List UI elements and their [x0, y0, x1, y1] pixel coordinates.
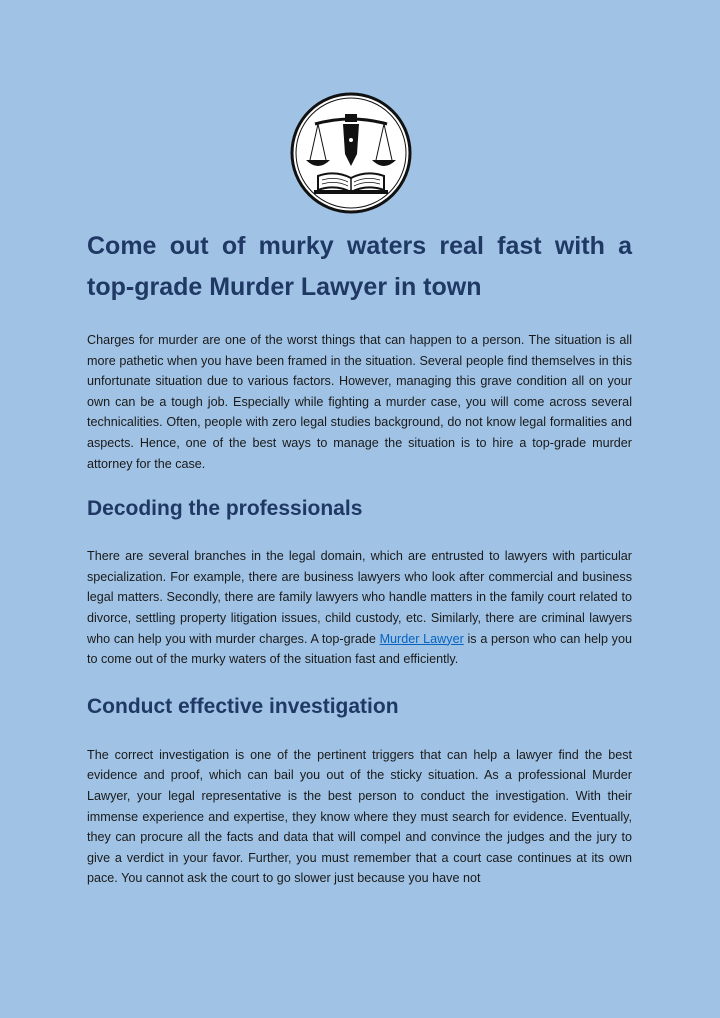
- murder-lawyer-link[interactable]: Murder Lawyer: [379, 631, 464, 646]
- paragraph-text: is a person who can help you to come out of the murky waters of the situation fast and efficiently.: [87, 631, 632, 667]
- paragraph-text: There are several branches in the legal domain, which are entrusted to lawyers with particular specialization. For example, there are business lawyers who look after commercial and business legal matters. Secondly, there are family lawyers who handle matters in the family court related to divorce, settling property litigation issues, child custody, etc. Similarly, there are criminal lawyers who can help you with murder charges. A top-grade: [87, 549, 632, 646]
- section-heading-professionals: Decoding the professionals: [87, 497, 363, 521]
- article-body: [87, 226, 632, 889]
- professionals-paragraph: [87, 546, 632, 670]
- intro-paragraph: Charges for murder are one of the worst things that can happen to a person. The situation is all more pathetic when you have been framed in the situation. Several people find themselves in this unfortunate situation due to various factors. However, managing this grave condition all on your own can be a tough job. Especially while fighting a murder case, you will come across several technicalities. Often, people with zero legal studies background, do not know legal formalities and aspects. Hence, one of the best ways to manage the situation is to hire a top-grade murder attorney for the case.: [87, 333, 632, 471]
- investigation-paragraph: The correct investigation is one of the pertinent triggers that can help a lawyer find the best evidence and proof, which can bail you out of the sticky situation. As a professional Murder Lawyer, your legal representative is the best person to conduct the investigation. With their immense experience and expertise, they know where they must search for evidence. Eventually, they can procure all the facts and data that will compel and convince the judges and the jury to give a verdict in your favor. Further, you must remember that a court case continues at its own pace. You cannot ask the court to go slower just because you have not: [87, 747, 632, 886]
- section-heading-investigation: Conduct effective investigation: [87, 694, 399, 718]
- logo: [290, 92, 412, 214]
- scales-of-justice-icon: [290, 92, 412, 214]
- page-title: Come out of murky waters real fast with a top-grade Murder Lawyer in town: [87, 232, 632, 301]
